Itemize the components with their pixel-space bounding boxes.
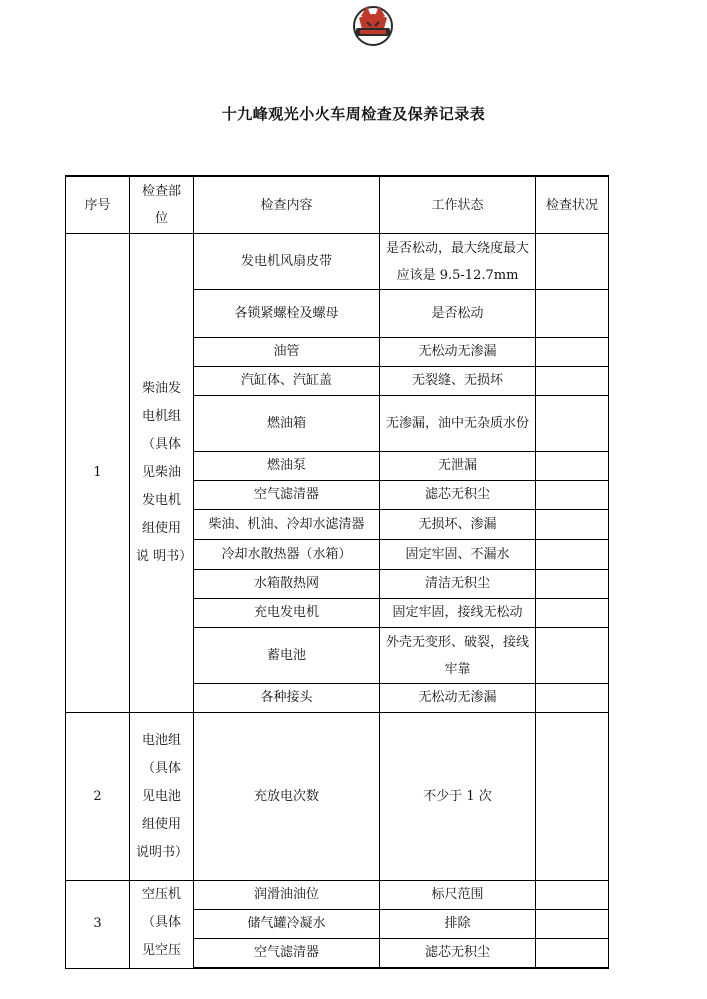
work-status: 固定牢固，接线无松动	[380, 599, 536, 628]
inspection-table	[65, 175, 609, 969]
row-number: 2	[66, 713, 130, 881]
row-number: 1	[66, 234, 130, 713]
check-result[interactable]	[536, 713, 609, 881]
header-content: 检查内容	[194, 176, 380, 234]
row-number: 3	[66, 881, 130, 969]
work-status: 外壳无变形、破裂，接线牢靠	[380, 628, 536, 684]
inspection-content: 汽缸体、汽缸盖	[194, 367, 380, 396]
work-status: 是否松动	[380, 290, 536, 338]
check-result[interactable]	[536, 290, 609, 338]
inspection-content: 冷却水散热器（水箱）	[194, 540, 380, 570]
work-status: 滤芯无积尘	[380, 481, 536, 510]
work-status: 无裂缝、无损坏	[380, 367, 536, 396]
check-result[interactable]	[536, 367, 609, 396]
check-result[interactable]	[536, 510, 609, 540]
work-status: 是否松动，最大绕度最大应该是 9.5-12.7mm	[380, 234, 536, 290]
inspection-content: 充放电次数	[194, 713, 380, 881]
work-status: 无松动无渗漏	[380, 684, 536, 713]
work-status: 标尺范围	[380, 881, 536, 910]
inspection-content: 柴油、机油、冷却水滤清器	[194, 510, 380, 540]
header-no: 序号	[66, 176, 130, 234]
check-result[interactable]	[536, 939, 609, 969]
fox-emblem-icon	[354, 6, 392, 45]
inspection-part: 空压机（具体见空压	[130, 881, 194, 969]
inspection-content: 蓄电池	[194, 628, 380, 684]
check-result[interactable]	[536, 338, 609, 367]
header-check: 检查状况	[536, 176, 609, 234]
company-logo	[351, 2, 395, 48]
header-part: 检查部位	[130, 176, 194, 234]
check-result[interactable]	[536, 481, 609, 510]
inspection-content: 各种接头	[194, 684, 380, 713]
check-result[interactable]	[536, 570, 609, 599]
check-result[interactable]	[536, 881, 609, 910]
inspection-content: 各锁紧螺栓及螺母	[194, 290, 380, 338]
table-row	[66, 881, 609, 910]
inspection-content: 空气滤清器	[194, 939, 380, 969]
work-status: 固定牢固、不漏水	[380, 540, 536, 570]
table-row	[66, 713, 609, 881]
work-status: 清洁无积尘	[380, 570, 536, 599]
work-status: 排除	[380, 910, 536, 939]
work-status: 不少于 1 次	[380, 713, 536, 881]
inspection-content: 油管	[194, 338, 380, 367]
inspection-content: 燃油箱	[194, 396, 380, 452]
page-title: 十九峰观光小火车周检查及保养记录表	[221, 105, 486, 123]
work-status: 无泄漏	[380, 452, 536, 481]
work-status: 滤芯无积尘	[380, 939, 536, 969]
inspection-content: 充电发电机	[194, 599, 380, 628]
header-status: 工作状态	[380, 176, 536, 234]
inspection-content: 水箱散热网	[194, 570, 380, 599]
inspection-content: 润滑油油位	[194, 881, 380, 910]
table-row	[66, 234, 609, 290]
check-result[interactable]	[536, 396, 609, 452]
inspection-content: 燃油泵	[194, 452, 380, 481]
work-status: 无损坏、渗漏	[380, 510, 536, 540]
work-status: 无松动无渗漏	[380, 338, 536, 367]
inspection-content: 空气滤清器	[194, 481, 380, 510]
work-status: 无渗漏，油中无杂质水份	[380, 396, 536, 452]
check-result[interactable]	[536, 599, 609, 628]
table-header-row	[66, 176, 609, 234]
check-result[interactable]	[536, 910, 609, 939]
inspection-part: 电池组（具体见电池组使用说明书）	[130, 713, 194, 881]
check-result[interactable]	[536, 628, 609, 684]
inspection-content: 发电机风扇皮带	[194, 234, 380, 290]
check-result[interactable]	[536, 684, 609, 713]
check-result[interactable]	[536, 540, 609, 570]
check-result[interactable]	[536, 234, 609, 290]
inspection-part: 柴油发电机组（具体见柴油发电机组使用 说 明书）	[130, 234, 194, 713]
check-result[interactable]	[536, 452, 609, 481]
inspection-content: 储气罐冷凝水	[194, 910, 380, 939]
